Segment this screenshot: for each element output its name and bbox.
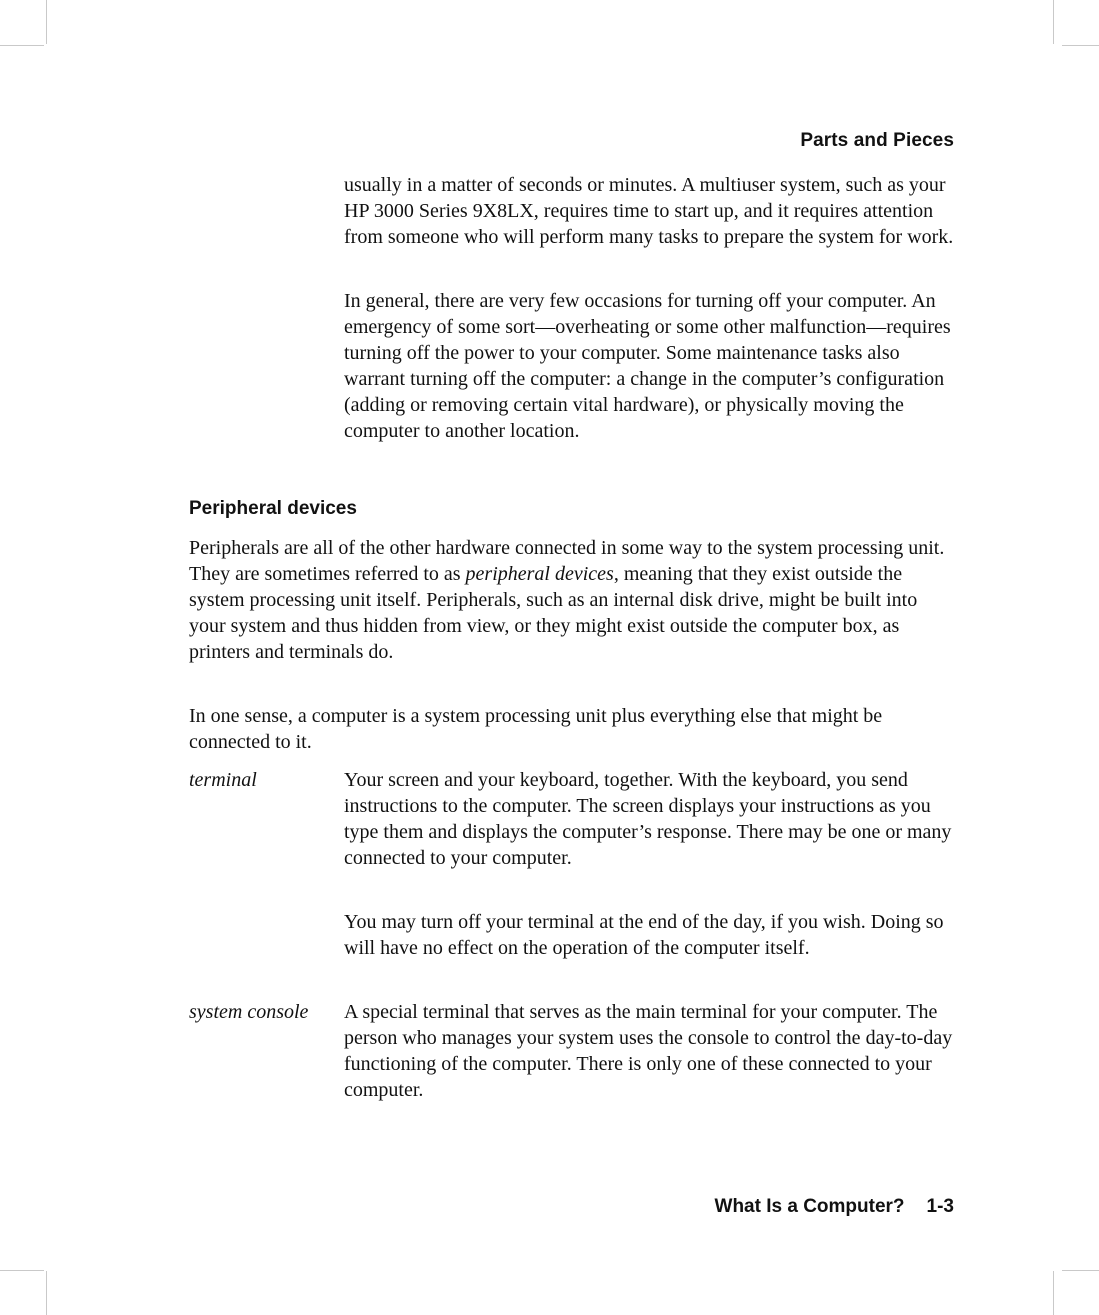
crop-mark bbox=[46, 1271, 47, 1315]
page-footer bbox=[715, 1196, 954, 1218]
crop-mark bbox=[0, 1270, 44, 1271]
crop-mark bbox=[1062, 1270, 1099, 1271]
paragraph-text: You may turn off your terminal at the end of the day, if you wish. Doing so will have no effect on the operation of the computer itself. bbox=[344, 911, 944, 959]
definition-term-system-console: system console bbox=[189, 1001, 309, 1023]
definition-terminal-paragraph-2 bbox=[344, 909, 956, 961]
crop-mark bbox=[1062, 45, 1099, 46]
intro-paragraph-1 bbox=[344, 172, 956, 250]
section-heading: Peripheral devices bbox=[189, 498, 357, 519]
definition-system-console-paragraph bbox=[344, 999, 956, 1103]
running-head: Parts and Pieces bbox=[800, 130, 954, 151]
peripherals-paragraph bbox=[189, 535, 956, 665]
page-number: 1-3 bbox=[926, 1196, 954, 1217]
crop-mark bbox=[46, 0, 47, 44]
paragraph-text: , meaning that they exist outside the system processing unit itself. Peripherals, such as an internal disk drive, might be built into your system and thus hidden from view, or they might exist outside the computer box, as printers and terminals do. bbox=[189, 563, 918, 663]
crop-mark bbox=[1053, 0, 1054, 44]
definition-terminal-paragraph-1 bbox=[344, 767, 956, 871]
definition-term-terminal: terminal bbox=[189, 769, 257, 791]
chapter-title: What Is a Computer? bbox=[714, 1196, 905, 1217]
paragraph-text: A special terminal that serves as the main terminal for your computer. The person who manages your system uses the console to control the day-to-day functioning of the computer. There is only one of these connected to your computer. bbox=[344, 1001, 953, 1101]
paragraph-text: usually in a matter of seconds or minutes. A multiuser system, such as your HP 3000 Series 9X8LX, requires time to start up, and it requires attention from someone who will perform many tasks to prepare the system for work. bbox=[344, 174, 954, 248]
intro-paragraph-2 bbox=[344, 288, 956, 444]
emphasis-term: peripheral devices bbox=[465, 563, 614, 585]
paragraph-text: In one sense, a computer is a system processing unit plus everything else that might be connected to it. bbox=[189, 705, 883, 753]
crop-mark bbox=[0, 45, 44, 46]
paragraph-text: Your screen and your keyboard, together. With the keyboard, you send instructions to the computer. The screen displays your instructions as you type them and displays the computer’s response. There may be one or many connected to your computer. bbox=[344, 769, 952, 869]
sense-paragraph bbox=[189, 703, 956, 755]
paragraph-text: In general, there are very few occasions for turning off your computer. An emergency of some sort—overheating or some other malfunction—requires turning off the power to your computer. Some maintenance tasks also warrant turning off the computer: a change in the computer’s configuration (adding or removing certain vital hardware), or physically moving the computer to another location. bbox=[344, 290, 951, 442]
paragraph-text: Peripherals are all of the other hardware connected in some way to the system processing unit. They are sometimes referred to as bbox=[189, 537, 945, 585]
crop-mark bbox=[1053, 1271, 1054, 1315]
